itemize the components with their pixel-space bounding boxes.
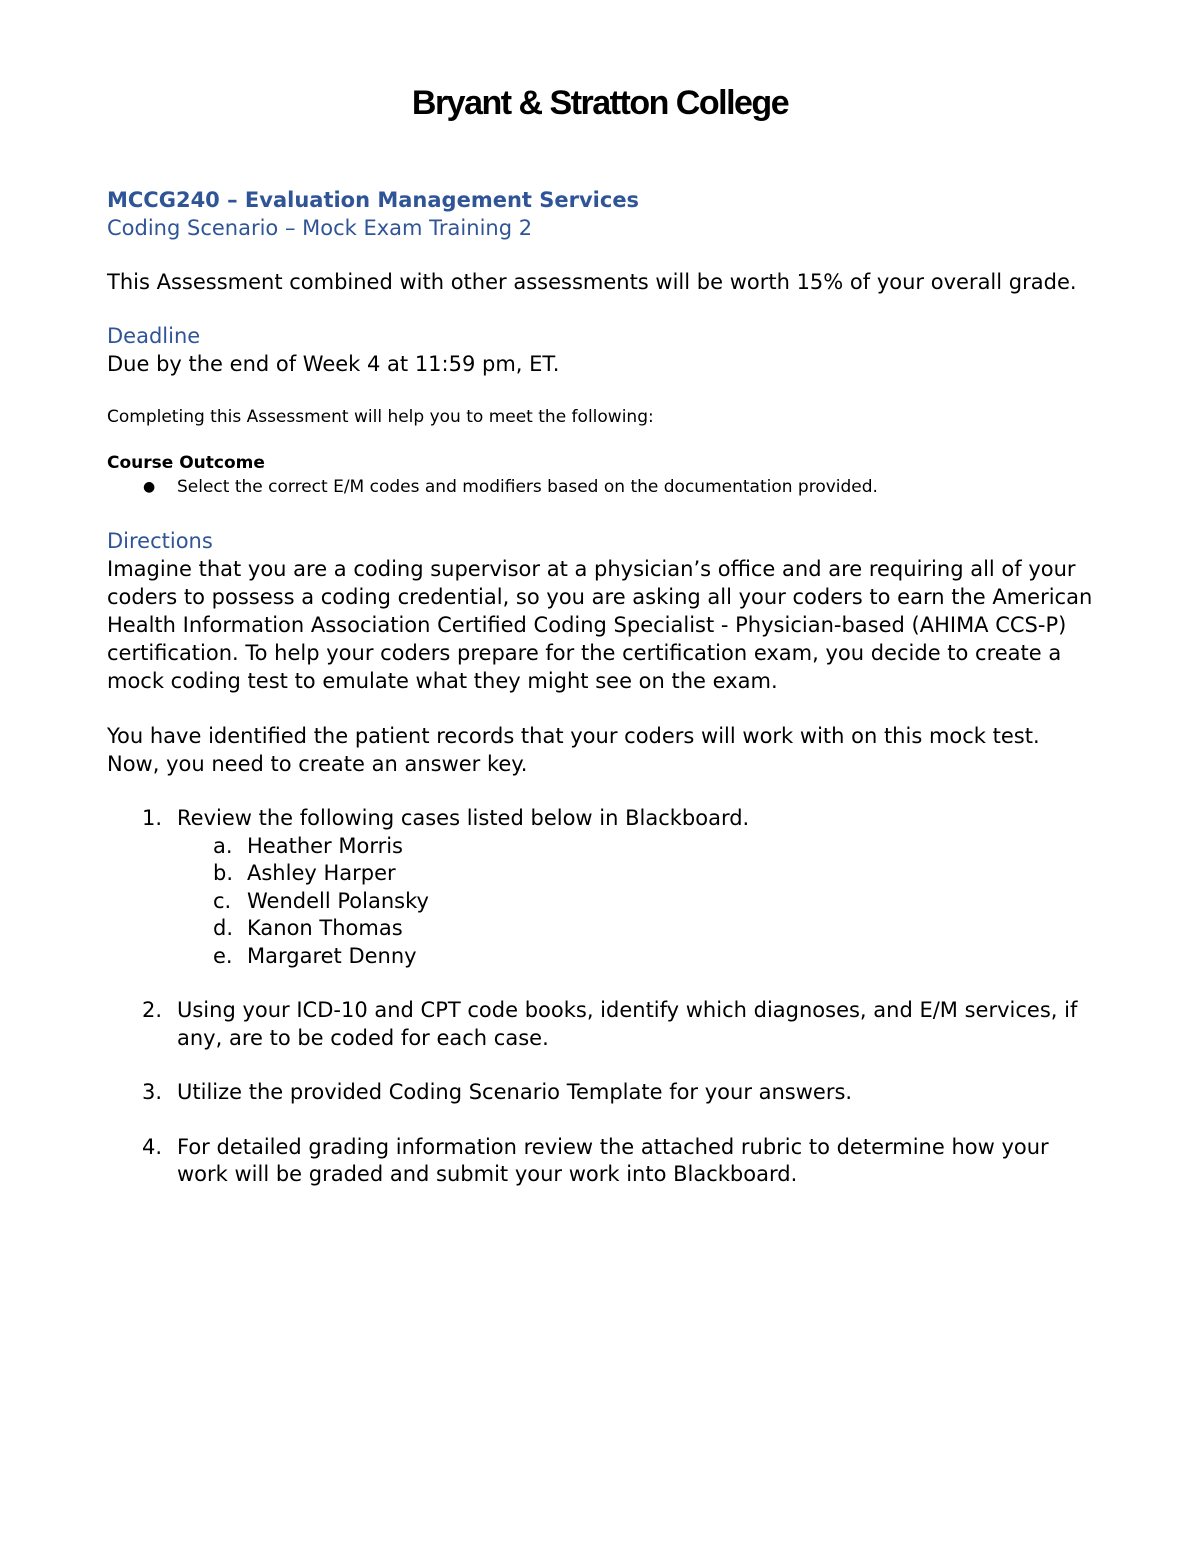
deadline-text: Due by the end of Week 4 at 11:59 pm, ET. bbox=[107, 352, 560, 376]
deadline-heading: Deadline bbox=[107, 324, 201, 348]
step-text: Utilize the provided Coding Scenario Template for your answers. bbox=[177, 1080, 853, 1104]
case-item bbox=[107, 860, 1097, 888]
step-number: 3. bbox=[142, 1080, 163, 1104]
case-item bbox=[107, 833, 1097, 861]
step-item bbox=[107, 1079, 1097, 1107]
document-body bbox=[107, 186, 1097, 1189]
directions-heading: Directions bbox=[107, 529, 213, 553]
case-item bbox=[107, 888, 1097, 916]
case-name: Kanon Thomas bbox=[247, 916, 403, 940]
case-letter: e. bbox=[213, 943, 233, 968]
step-number: 4. bbox=[142, 1134, 163, 1159]
case-item bbox=[107, 943, 1097, 971]
step-text: Using your ICD-10 and CPT code books, identify which diagnoses, and E/M services, if any, are to be coded for each case. bbox=[177, 998, 1078, 1050]
grade-weight-text: This Assessment combined with other assessments will be worth 15% of your overall grade. bbox=[107, 270, 1077, 294]
college-logo: Bryant & Stratton College bbox=[411, 84, 789, 122]
step-number: 2. bbox=[142, 998, 163, 1022]
case-letter: b. bbox=[213, 861, 234, 885]
step-item bbox=[107, 1134, 1097, 1189]
list-item bbox=[107, 475, 1097, 499]
directions-paragraph-1: Imagine that you are a coding supervisor at a physician’s office and are requiring all of your coders to possess a coding credential, so you are asking all your coders to earn the American Health Information Association Certified Coding Specialist - Physician-based (AHIMA CCS-P) certification. To help your coders prepare for the certification exam, you decide to create a mock coding test to emulate what they might see on the exam. bbox=[107, 557, 1093, 693]
course-outcome-heading: Course Outcome bbox=[107, 453, 265, 473]
case-name: Wendell Polansky bbox=[247, 888, 429, 913]
step-item bbox=[107, 997, 1097, 1052]
case-name: Ashley Harper bbox=[247, 861, 396, 885]
case-item bbox=[107, 915, 1097, 943]
course-outcome-text: Select the correct E/M codes and modifiers based on the documentation provided. bbox=[177, 477, 878, 497]
bullet-icon: ● bbox=[143, 479, 156, 495]
step-text: Review the following cases listed below in Blackboard. bbox=[177, 806, 750, 830]
case-letter: a. bbox=[213, 833, 233, 858]
outcomes-intro: Completing this Assessment will help you to meet the following: bbox=[107, 407, 654, 427]
step-number: 1. bbox=[142, 806, 163, 830]
step-text: For detailed grading information review the attached rubric to determine how your work will be graded and submit your work into Blackboard. bbox=[177, 1134, 1049, 1186]
course-title: MCCG240 – Evaluation Management Services bbox=[107, 188, 640, 212]
assignment-subtitle: Coding Scenario – Mock Exam Training 2 bbox=[107, 216, 533, 240]
case-letter: d. bbox=[213, 916, 234, 940]
directions-paragraph-2: You have identified the patient records that your coders will work with on this mock test. Now, you need to create an answer key. bbox=[107, 724, 1040, 776]
case-letter: c. bbox=[213, 888, 232, 913]
step-item bbox=[107, 805, 1097, 833]
case-name: Margaret Denny bbox=[247, 943, 417, 968]
case-name: Heather Morris bbox=[247, 833, 403, 858]
